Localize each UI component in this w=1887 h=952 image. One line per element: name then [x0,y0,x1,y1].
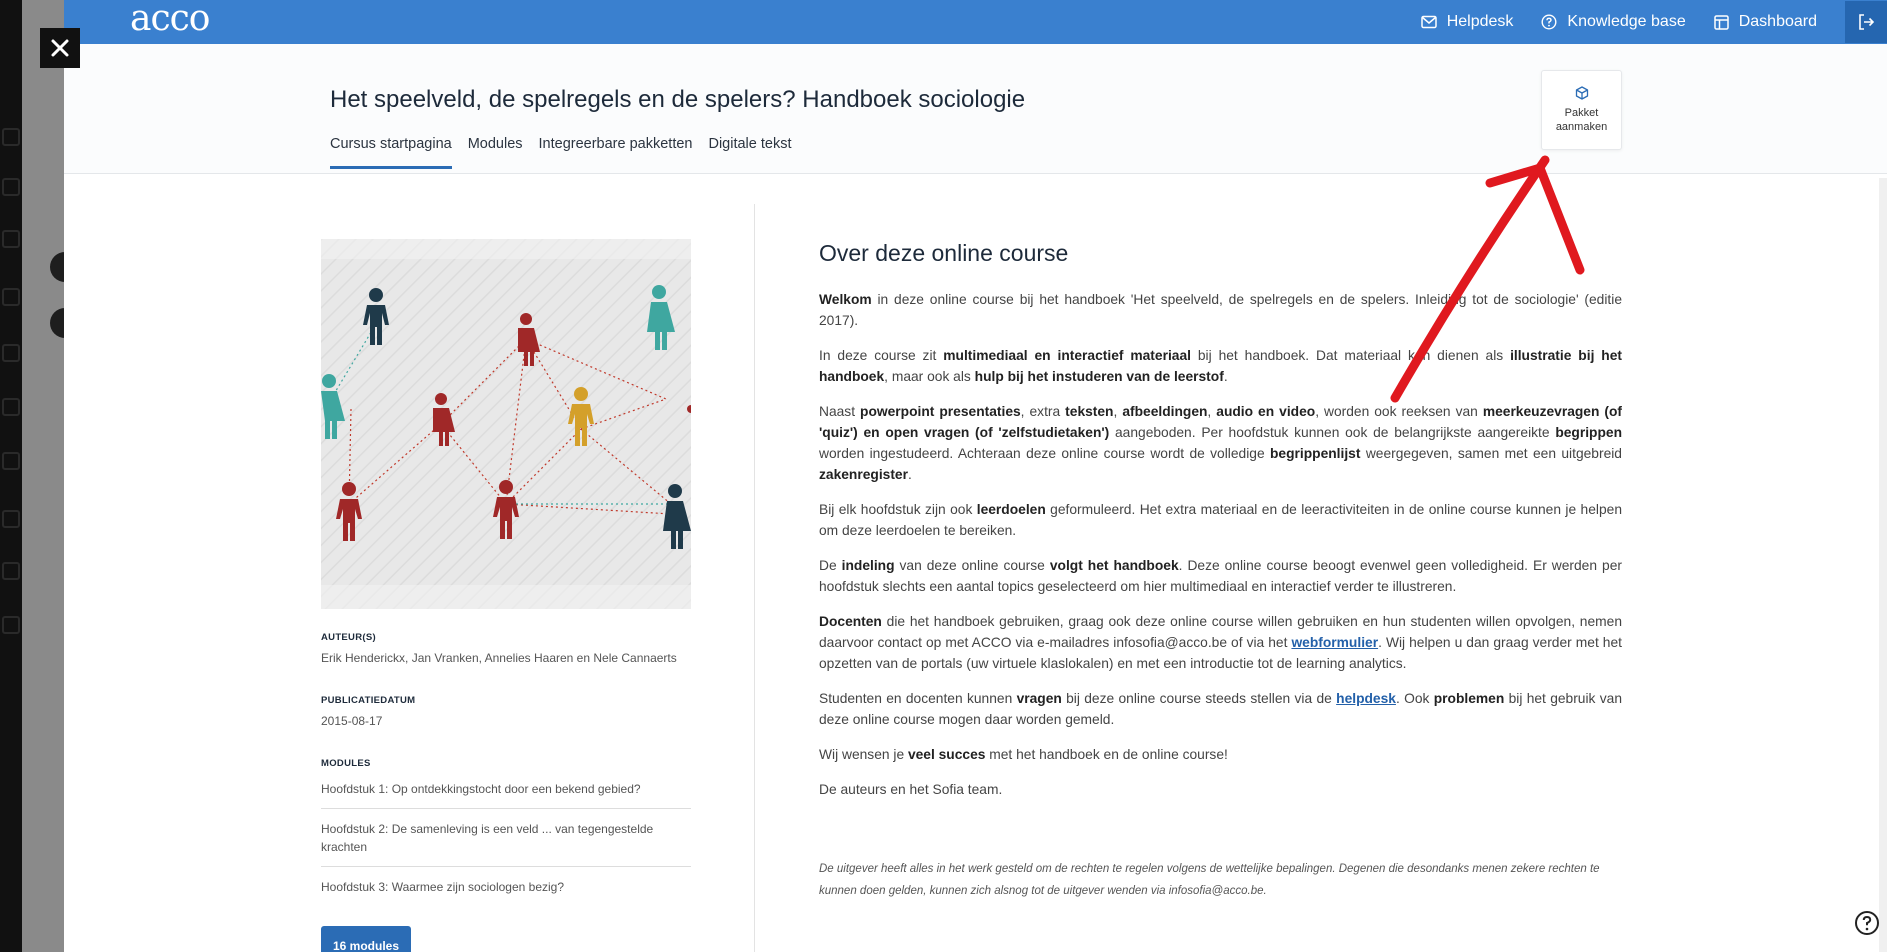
course-meta [321,632,691,952]
background-globe-icon [2,230,20,248]
help-circle-icon [1541,14,1557,30]
publication-date-value: 2015-08-17 [321,714,383,728]
logout-icon [1857,13,1875,31]
close-icon [50,38,70,58]
background-refresh-icon [2,616,20,634]
about-paragraph: Naast powerpoint presentaties, extra teksten, afbeeldingen, audio en video, worden ook reeksen van meerkeuzevragen (of 'quiz') en open vragen (of 'zelfstudietaken') aangeboden. Per hoofdstuk kunnen ook de belangrijkste aangereikte begrippen worden ingestudeerd. Achteraan deze online course wordt de volledige begrippenlijst weergegeven, samen met een uitgebreid zakenregister. [819,404,1623,482]
background-doc-icon [2,510,20,528]
close-button[interactable] [40,28,80,68]
top-navigation-bar [64,0,1887,44]
module-item[interactable]: Hoofdstuk 1: Op ontdekkingstocht door een bekend gebied? [321,769,691,809]
authors-label: AUTEUR(S) [321,632,376,643]
about-paragraph: Bij elk hoofdstuk zijn ook leerdoelen geformuleerd. Het extra materiaal en de leeractiviteiten in de online course kunnen je helpen om deze leerdoelen te bereiken. [819,502,1622,538]
about-section [819,240,1622,814]
course-header [64,44,1887,174]
course-tabs [330,136,808,169]
background-mail-icon [2,452,20,470]
about-paragraph: In deze course zit multimediaal en interactief materiaal bij het handboek. Dat materiaal kan dienen als illustratie bij het handboek, maar ook als hulp bij het instuderen van de leerstof. [819,348,1623,384]
about-paragraph: Wij wensen je veel succes met het handboek en de online course! [819,747,1228,762]
rights-disclaimer: De uitgever heeft alles in het werk gesteld om de rechten te regelen volgens de wettelijke bepalingen. Degenen die desondanks menen zekere rechten te kunnen doen gelden, kunnen zich alsnog tot de uitgever wenden via infosofia@acco.be. [819,863,1600,897]
about-signature: De auteurs en het Sofia team. [819,782,1003,797]
about-paragraph: Welkom in deze online course bij het handboek 'Het speelveld, de spelregels en de spelers. Inleiding tot de sociologie' (editie 2017). [819,292,1622,328]
nav-dashboard-label: Dashboard [1738,13,1817,30]
acco-logo[interactable]: acco [130,0,210,39]
nav-knowledge-base-label: Knowledge base [1567,13,1686,30]
tab-cursus-startpagina[interactable]: Cursus startpagina [330,136,452,169]
helpdesk-link[interactable]: helpdesk [1336,691,1396,706]
course-content [64,174,1887,952]
create-package-label-line2: aanmaken [1555,121,1608,133]
help-button[interactable] [1854,910,1880,936]
people-network-illustration [321,239,691,609]
background-app [0,0,64,952]
logout-button[interactable] [1845,1,1887,43]
create-package-button[interactable] [1541,70,1622,150]
tab-modules[interactable]: Modules [467,136,523,152]
about-paragraph: De indeling van deze online course volgt het handboek. Deze online course beoogt evenwel geen volledigheid. Er werden per hoofdstuk slechts een aantal topics geselecteerd om hier multimediaal en interactief verder te illustreren. [819,558,1622,594]
column-divider [754,204,755,952]
nav-dashboard[interactable] [1714,13,1817,31]
module-item[interactable]: Hoofdstuk 2: De samenleving is een veld ... van tegengestelde krachten [321,809,691,867]
background-user-icon [2,178,20,196]
about-heading: Over deze online course [819,240,1069,266]
course-cover-image [321,239,691,609]
create-package-label-line1: Pakket [1564,107,1599,119]
course-modal [64,0,1887,952]
scrollbar[interactable] [1879,178,1887,952]
mail-icon [1421,15,1437,29]
background-panel [22,0,64,952]
nav-helpdesk-label: Helpdesk [1446,13,1514,30]
modules-label: MODULES [321,758,371,769]
nav-knowledge-base[interactable] [1541,13,1685,31]
about-paragraph: Studenten en docenten kunnen vragen bij deze online course steeds stellen via de helpdesk. Ook problemen bij het gebruik van deze online course mogen daar worden gemeld. [819,691,1623,727]
background-users-icon [2,344,20,362]
publication-date-label: PUBLICATIEDATUM [321,695,416,706]
modules-list [321,769,691,906]
nav-helpdesk[interactable] [1421,13,1514,31]
package-icon [1575,86,1589,100]
webformulier-link[interactable]: webformulier [1291,635,1379,650]
create-package-label [1556,106,1607,134]
background-edit-icon [2,562,20,580]
authors-value: Erik Henderickx, Jan Vranken, Annelies Haaren en Nele Cannaerts [321,651,677,665]
help-circle-icon [1854,910,1880,936]
dashboard-icon [1714,15,1729,30]
background-bank-icon [2,128,20,146]
background-list-icon [2,288,20,306]
tab-integreerbare-pakketten[interactable]: Integreerbare pakketten [538,136,693,152]
course-title: Het speelveld, de spelregels en de spelers? Handboek sociologie [330,86,1026,113]
about-paragraph: Docenten die het handboek gebruiken, graag ook deze online course willen gebruiken en hun studenten willen opvolgen, nemen daarvoor contact op met ACCO via e-mailadres infosofia@acco.be of via het webformulier. Wij helpen u dan graag verder met het opzetten van de portals (uw virtuele klaslokalen) en met een introductie tot de learning analytics. [819,614,1622,671]
tab-digitale-tekst[interactable]: Digitale tekst [708,136,792,152]
background-calendar-icon [2,398,20,416]
module-item[interactable]: Hoofdstuk 3: Waarmee zijn sociologen bezig? [321,880,565,894]
top-nav [1421,0,1887,44]
all-modules-button[interactable]: 16 modules [321,926,411,952]
